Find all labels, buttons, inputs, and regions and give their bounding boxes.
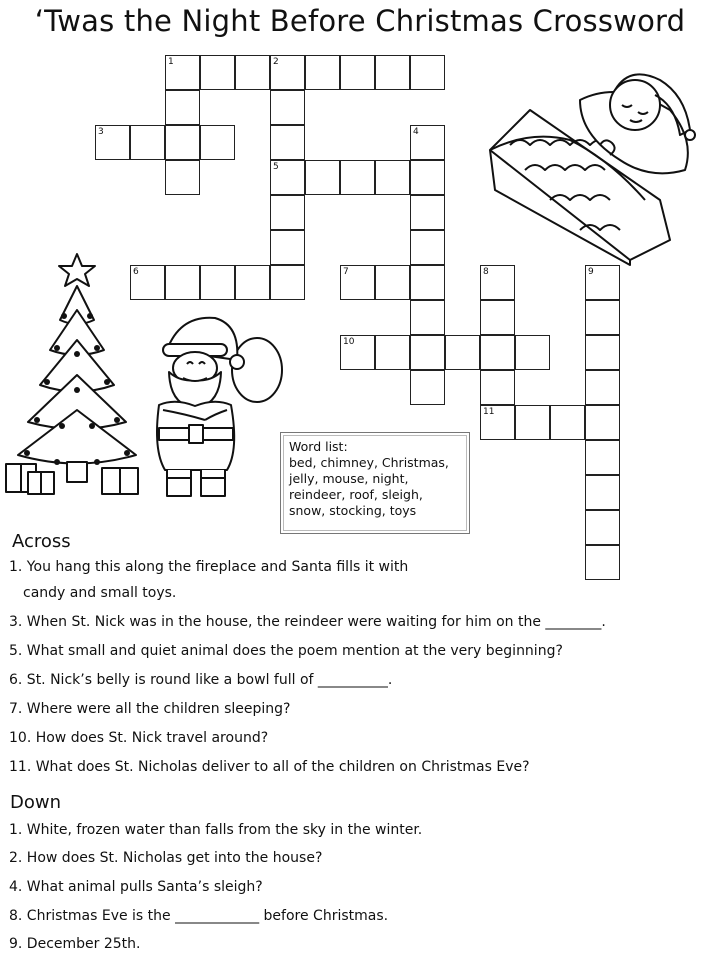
clue-number: 5	[273, 162, 279, 172]
clue-number: 2	[273, 57, 279, 67]
crossword-cell[interactable]	[515, 335, 550, 370]
crossword-cell[interactable]	[305, 160, 340, 195]
crossword-cell[interactable]	[480, 335, 515, 370]
crossword-cell[interactable]	[410, 195, 445, 230]
clue-across-11: 11. What does St. Nicholas deliver to all of the children on Christmas Eve?	[9, 759, 530, 775]
christmas-tree-icon	[2, 250, 152, 498]
clue-across-10: 10. How does St. Nick travel around?	[9, 730, 269, 746]
crossword-cell[interactable]	[480, 265, 515, 300]
clue-number: 6	[133, 267, 139, 277]
crossword-cell[interactable]	[270, 90, 305, 125]
clue-across-3: 3. When St. Nick was in the house, the reindeer were waiting for him on the ________.	[9, 614, 606, 630]
crossword-cell[interactable]	[480, 300, 515, 335]
clue-number: 3	[98, 127, 104, 137]
word-list-line: jelly, mouse, night,	[289, 471, 409, 486]
crossword-cell[interactable]	[130, 125, 165, 160]
clue-number: 7	[343, 267, 349, 277]
sleeping-child-icon	[470, 50, 710, 270]
clue-number: 11	[483, 407, 495, 417]
word-list-line: bed, chimney, Christmas,	[289, 455, 449, 470]
santa-icon	[145, 310, 285, 505]
clue-number: 4	[413, 127, 419, 137]
crossword-cell[interactable]	[165, 125, 200, 160]
crossword-cell[interactable]	[585, 335, 620, 370]
crossword-cell[interactable]	[340, 335, 375, 370]
crossword-cell[interactable]	[410, 370, 445, 405]
crossword-cell[interactable]	[585, 440, 620, 475]
crossword-cell[interactable]	[235, 265, 270, 300]
crossword-cell[interactable]	[410, 300, 445, 335]
clue-down-9: 9. December 25th.	[9, 936, 141, 952]
crossword-cell[interactable]	[270, 160, 305, 195]
crossword-cell[interactable]	[200, 125, 235, 160]
crossword-cell[interactable]	[375, 160, 410, 195]
clue-number: 10	[343, 337, 355, 347]
crossword-cell[interactable]	[165, 265, 200, 300]
clue-down-4: 4. What animal pulls Santa’s sleigh?	[9, 879, 263, 895]
crossword-cell[interactable]	[585, 265, 620, 300]
crossword-cell[interactable]	[515, 405, 550, 440]
crossword-cell[interactable]	[235, 55, 270, 90]
clue-down-1: 1. White, frozen water than falls from the sky in the winter.	[9, 822, 423, 838]
clue-across-1-cont: candy and small toys.	[23, 585, 177, 601]
crossword-cell[interactable]	[480, 370, 515, 405]
crossword-cell[interactable]	[375, 265, 410, 300]
word-list-line: snow, stocking, toys	[289, 503, 417, 518]
crossword-cell[interactable]	[585, 300, 620, 335]
crossword-cell[interactable]	[270, 55, 305, 90]
across-heading: Across	[12, 531, 71, 552]
clue-down-8: 8. Christmas Eve is the ____________ before Christmas.	[9, 908, 389, 924]
crossword-cell[interactable]	[375, 55, 410, 90]
word-list-line: reindeer, roof, sleigh,	[289, 487, 423, 502]
crossword-cell[interactable]	[340, 160, 375, 195]
clue-across-1: 1. You hang this along the fireplace and Santa fills it with	[9, 559, 409, 575]
crossword-cell[interactable]	[165, 160, 200, 195]
crossword-cell[interactable]	[410, 125, 445, 160]
crossword-cell[interactable]	[305, 55, 340, 90]
crossword-cell[interactable]	[585, 475, 620, 510]
crossword-cell[interactable]	[165, 55, 200, 90]
crossword-cell[interactable]	[270, 265, 305, 300]
crossword-cell[interactable]	[445, 335, 480, 370]
clue-number: 8	[483, 267, 489, 277]
down-heading: Down	[10, 792, 62, 813]
clue-across-7: 7. Where were all the children sleeping?	[9, 701, 291, 717]
crossword-cell[interactable]	[95, 125, 130, 160]
clue-number: 1	[168, 57, 174, 67]
crossword-cell[interactable]	[270, 195, 305, 230]
crossword-cell[interactable]	[410, 230, 445, 265]
crossword-cell[interactable]	[270, 230, 305, 265]
crossword-cell[interactable]	[165, 90, 200, 125]
crossword-cell[interactable]	[410, 265, 445, 300]
clue-down-2: 2. How does St. Nicholas get into the house?	[9, 850, 323, 866]
crossword-cell[interactable]	[585, 370, 620, 405]
crossword-cell[interactable]	[585, 405, 620, 440]
crossword-cell[interactable]	[480, 405, 515, 440]
page-title: ‘Twas the Night Before Christmas Crossword	[34, 4, 686, 38]
crossword-cell[interactable]	[410, 160, 445, 195]
word-list-title: Word list:	[289, 439, 348, 454]
crossword-cell[interactable]	[550, 405, 585, 440]
crossword-cell[interactable]	[270, 125, 305, 160]
crossword-cell[interactable]	[410, 55, 445, 90]
clue-number: 9	[588, 267, 594, 277]
crossword-cell[interactable]	[585, 545, 620, 580]
crossword-cell[interactable]	[410, 335, 445, 370]
crossword-cell[interactable]	[585, 510, 620, 545]
clue-across-5: 5. What small and quiet animal does the poem mention at the very beginning?	[9, 643, 563, 659]
crossword-cell[interactable]	[340, 55, 375, 90]
crossword-cell[interactable]	[200, 55, 235, 90]
crossword-cell[interactable]	[375, 335, 410, 370]
crossword-cell[interactable]	[340, 265, 375, 300]
crossword-cell[interactable]	[200, 265, 235, 300]
word-list-box	[280, 432, 470, 534]
clue-across-6: 6. St. Nick’s belly is round like a bowl full of __________.	[9, 672, 393, 688]
